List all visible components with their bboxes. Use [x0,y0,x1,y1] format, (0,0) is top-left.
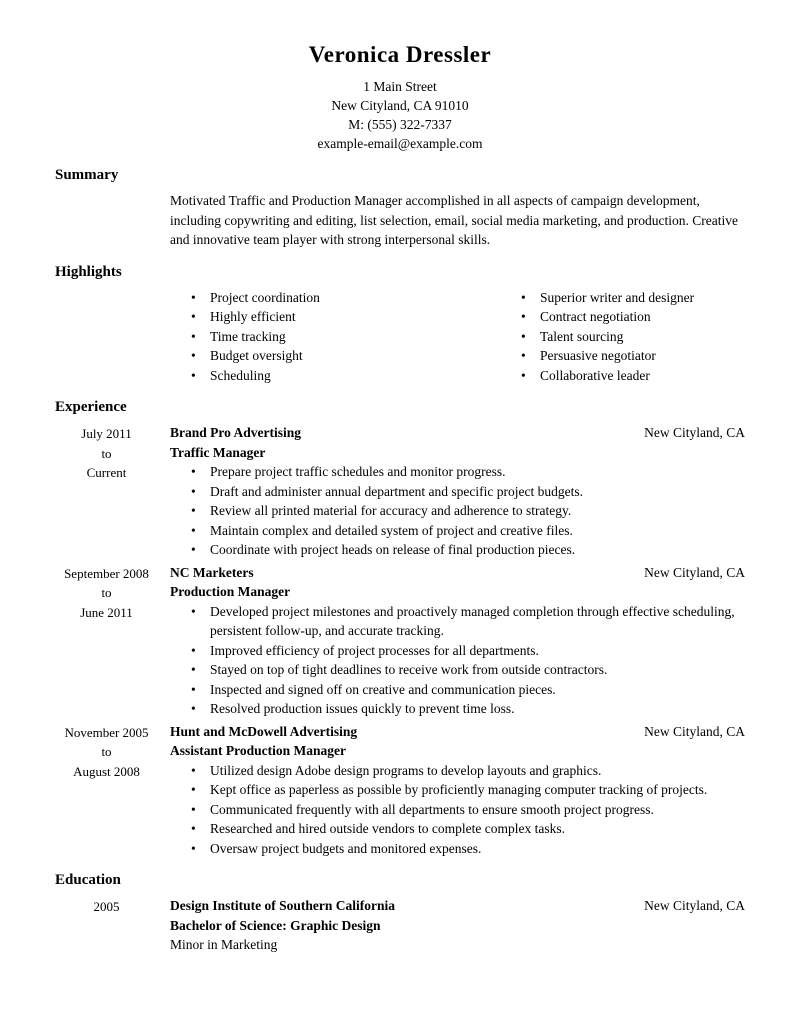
job-date-end: June 2011 [80,604,133,620]
highlight-item: • Superior writer and designer [540,288,745,308]
phone-number: M: (555) 322-7337 [348,117,452,133]
summary-text: Motivated Traffic and Production Manager accomplished in all aspects of campaign development, including copywriting and editing, list selection, email, social media marketing, and production. Creative and innovative team player with strong interpersonal skills. [170,193,738,248]
job-date-start: November 2005 [64,724,149,740]
company-name: Brand Pro Advertising [170,425,302,441]
section-education [55,871,745,955]
education-heading: Education [55,872,121,889]
highlights-column-2 [500,288,745,386]
highlight-item: • Persuasive negotiator [540,346,745,366]
job-bullet: • Prepare project traffic schedules and monitor progress. [210,462,745,482]
summary-gutter [55,191,170,250]
job-bullet: • Utilized design Adobe design programs to develop layouts and graphics. [210,761,745,781]
highlight-item: • Collaborative leader [540,366,745,386]
section-summary [55,166,745,250]
email-address: example-email@example.com [317,136,483,152]
job-bullet: • Draft and administer annual department and specific project budgets. [210,482,745,502]
highlights-gutter [55,288,170,386]
section-experience [55,398,745,858]
job-location: New Cityland, CA [644,723,745,739]
highlights-heading: Highlights [55,263,122,280]
job-bullet: • Researched and hired outside vendors to complete complex tasks. [210,819,745,839]
job-location: New Cityland, CA [644,564,745,580]
summary-heading: Summary [55,167,119,184]
job-date-to: to [101,445,112,461]
education-degree: Bachelor of Science: Graphic Design [170,917,381,933]
job-bullet: • Developed project milestones and proactively managed completion through effective scheduling, persistent follow-up, and accurate tracking. [210,602,745,641]
job-bullet: • Stayed on top of tight deadlines to receive work from outside contractors. [210,660,745,680]
education-year: 2005 [93,899,120,915]
highlight-item: • Contract negotiation [540,307,745,327]
job-bullet: • Review all printed material for accuracy and adherence to strategy. [210,501,745,521]
section-highlights [55,263,745,386]
resume-header [55,42,745,153]
experience-job [55,423,745,560]
job-dates [55,423,170,560]
highlight-item: • Project coordination [210,288,500,308]
experience-job [55,722,745,859]
company-name: NC Marketers [170,564,254,580]
highlight-item: • Highly efficient [210,307,500,327]
job-bullet: • Communicated frequently with all departments to ensure smooth project progress. [210,800,745,820]
highlights-column-1 [170,288,500,386]
job-bullet: • Coordinate with project heads on release of final production pieces. [210,540,745,560]
job-date-start: July 2011 [81,426,132,442]
highlight-item: • Scheduling [210,366,500,386]
job-date-end: Current [86,465,127,481]
experience-heading: Experience [55,399,127,416]
highlight-item: • Time tracking [210,327,500,347]
highlight-item: • Budget oversight [210,346,500,366]
experience-job [55,563,745,719]
job-bullet: • Kept office as paperless as possible by proficiently managing computer tracking of projects. [210,780,745,800]
job-bullet: • Maintain complex and detailed system of project and creative files. [210,521,745,541]
job-title: Traffic Manager [170,444,266,460]
job-bullet: • Improved efficiency of project processes for all departments. [210,641,745,661]
job-date-to: to [101,744,112,760]
job-bullet: • Inspected and signed off on creative and communication pieces. [210,680,745,700]
company-name: Hunt and McDowell Advertising [170,723,358,739]
education-institution: Design Institute of Southern California [170,898,396,914]
job-bullet: • Resolved production issues quickly to prevent time loss. [210,699,745,719]
job-dates [55,722,170,859]
education-location: New Cityland, CA [644,898,745,914]
address-street: 1 Main Street [363,79,437,95]
job-title: Assistant Production Manager [170,743,347,759]
job-bullet: • Oversaw project budgets and monitored expenses. [210,839,745,859]
job-date-start: September 2008 [64,565,149,581]
job-bullet-list [170,602,745,719]
candidate-name: Veronica Dressler [308,42,492,67]
highlight-item: • Talent sourcing [540,327,745,347]
education-minor: Minor in Marketing [170,937,278,953]
job-date-to: to [101,585,112,601]
job-title: Production Manager [170,584,291,600]
job-dates [55,563,170,719]
job-location: New Cityland, CA [644,425,745,441]
education-item [55,896,745,955]
job-bullet-list [170,761,745,859]
address-city: New Cityland, CA 91010 [331,98,469,114]
job-bullet-list [170,462,745,560]
job-date-end: August 2008 [73,763,140,779]
